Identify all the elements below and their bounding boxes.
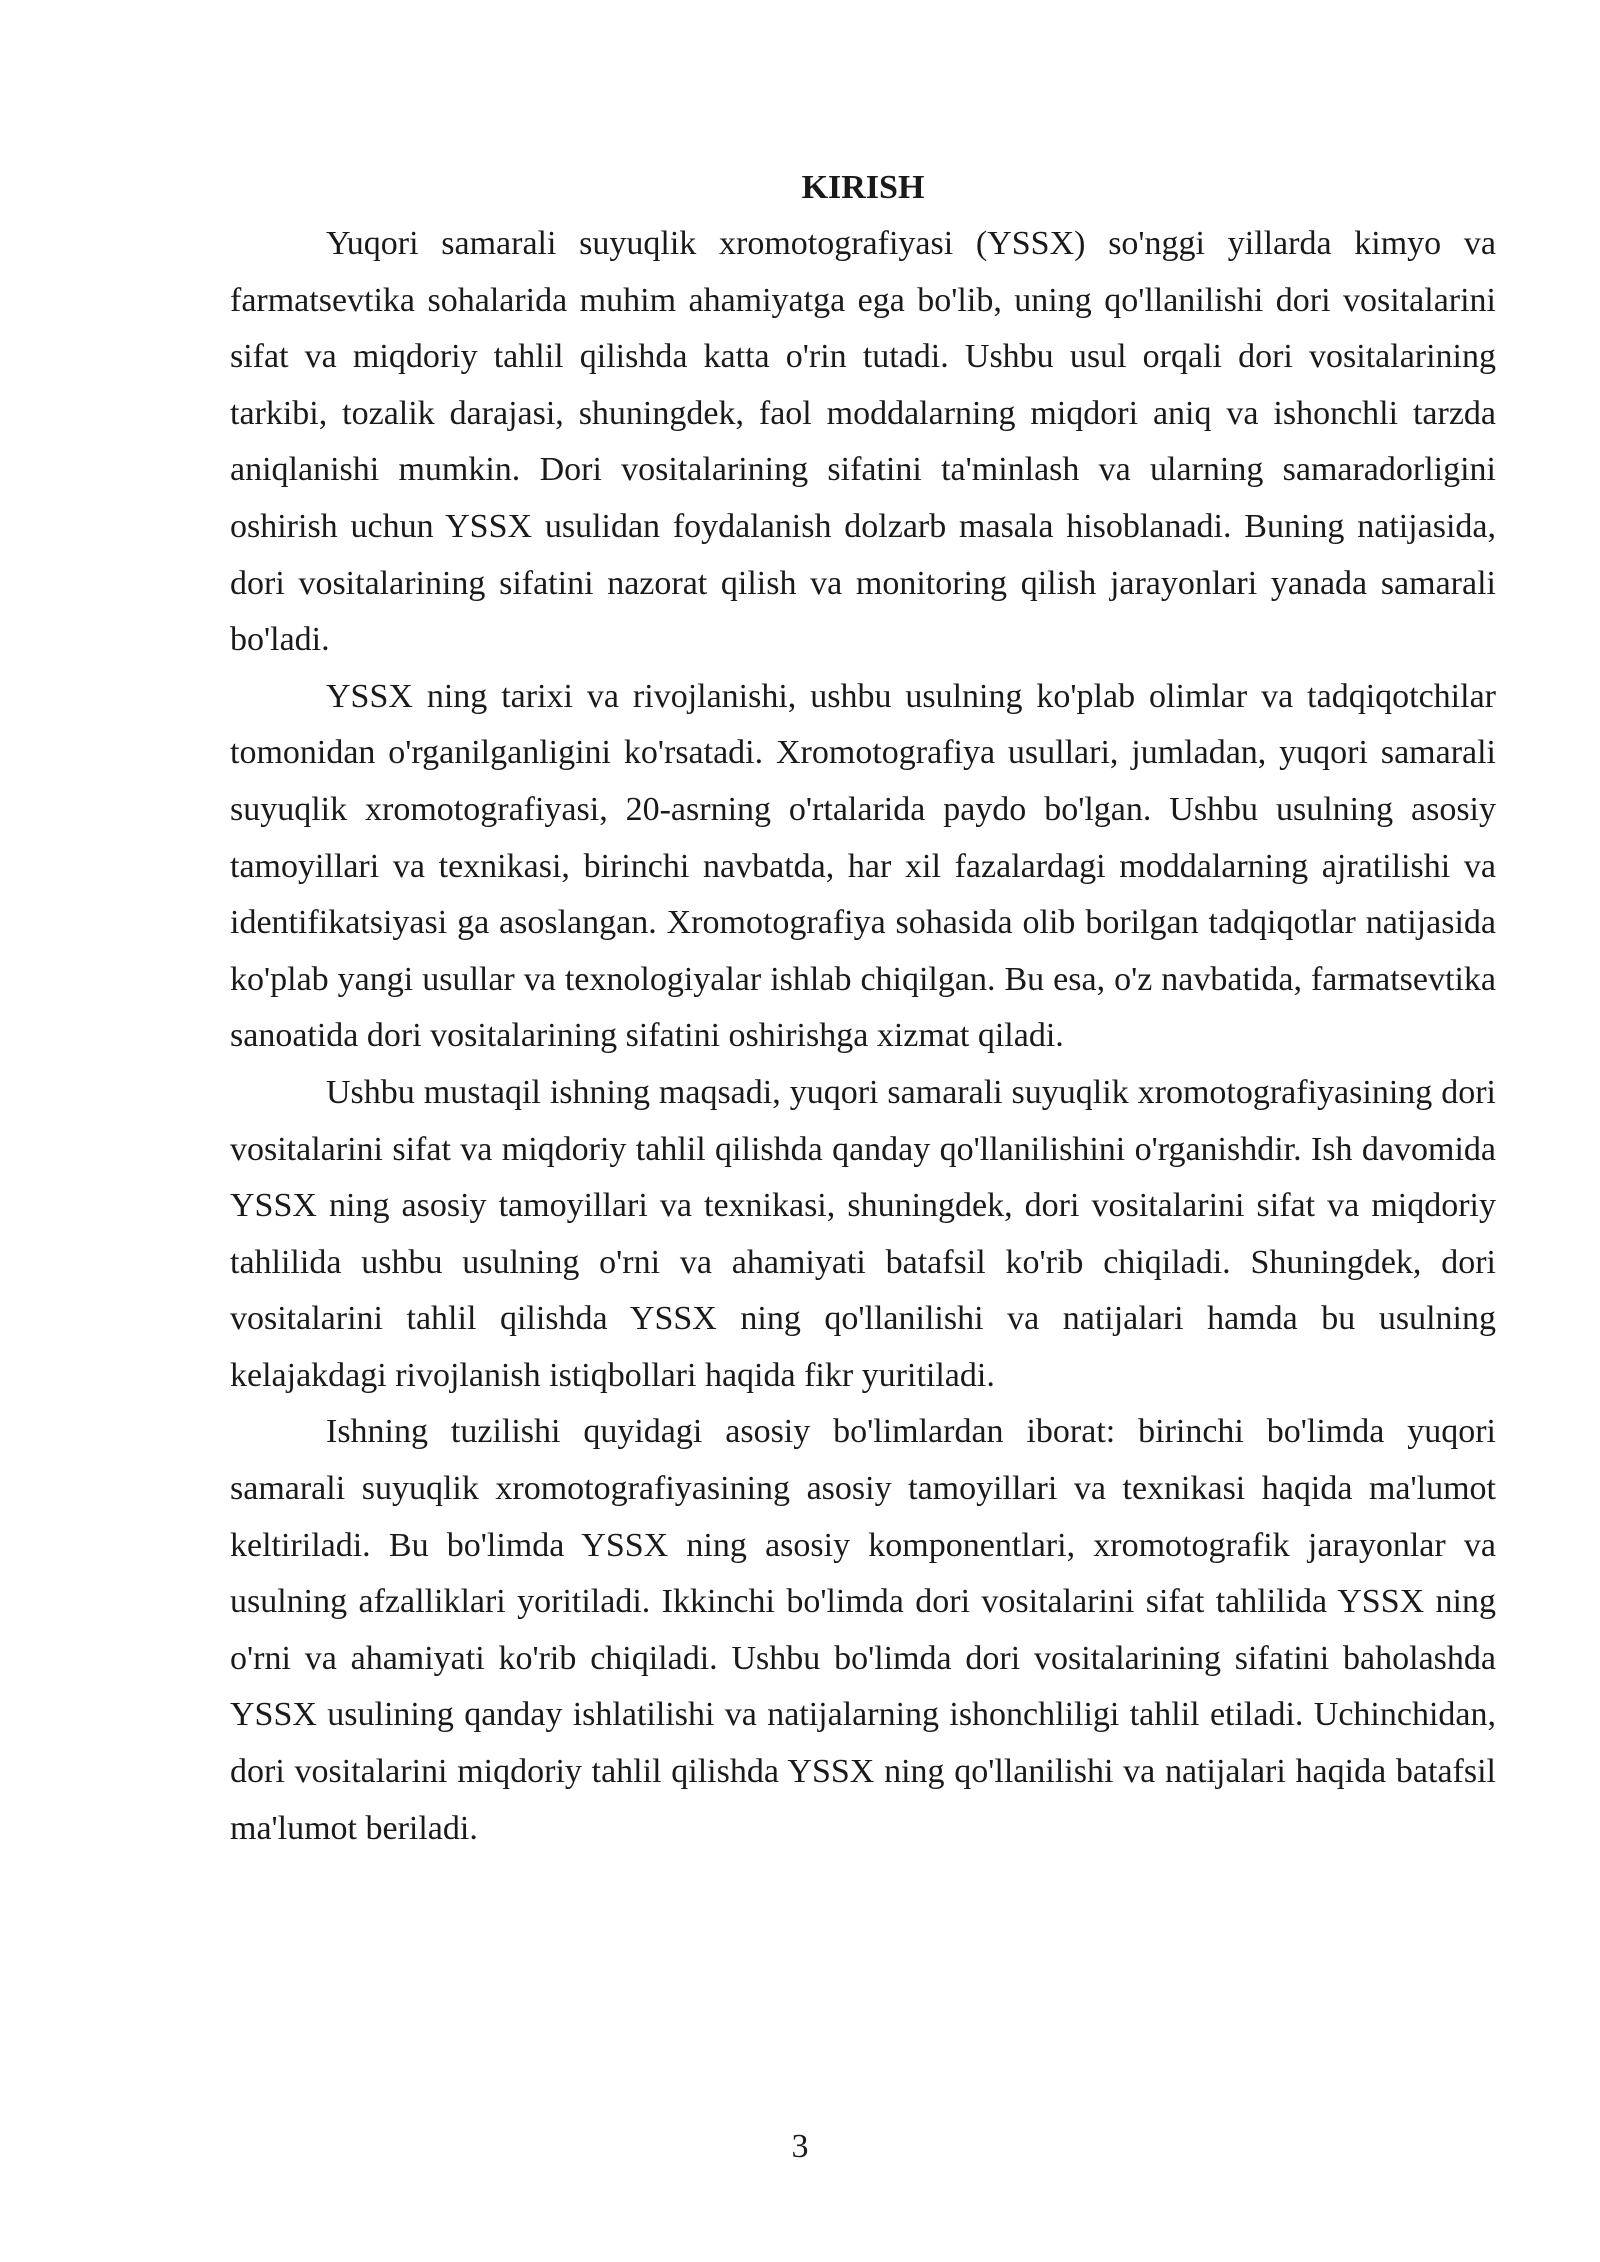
paragraph-1: Yuqori samarali suyuqlik xromotografiyasi (YSSX) so'nggi yillarda kimyo va farmatsevtika sohalarida muhim ahamiyatga ega bo'lib, uning qo'llanilishi dori vositalarini sifat va miqdoriy tahlil qilishda katta o'rin tutadi. Ushbu usul orqali dori vositalarining tarkibi, tozalik darajasi, shuningdek, faol moddalarning miqdori aniq va ishonchli tarzda aniqlanishi mumkin. Dori vositalarining sifatini ta'minlash va ularning samaradorligini oshirish uchun YSSX usulidan foydalanish dolzarb masala hisoblanadi. Buning natijasida, dori vositalarining sifatini nazorat qilish va monitoring qilish jarayonlari yanada samarali bo'ladi. [230, 225, 1496, 659]
paragraph-4: Ishning tuzilishi quyidagi asosiy bo'limlardan iborat: birinchi bo'limda yuqori samarali suyuqlik xromotografiyasining asosiy tamoyillari va texnikasi haqida ma'lumot keltiriladi. Bu bo'limda YSSX ning asosiy komponentlari, xromotografik jarayonlar va usulning afzalliklari yoritiladi. Ikkinchi bo'limda dori vositalarini sifat tahlilida YSSX ning o'rni va ahamiyati ko'rib chiqiladi. Ushbu bo'limda dori vositalarining sifatini baholashda YSSX usulining qanday ishlatilishi va natijalarning ishonchliligi tahlil etiladi. Uchinchidan, dori vositalarini miqdoriy tahlil qilishda YSSX ning qo'llanilishi va natijalari haqida batafsil ma'lumot beriladi. [230, 1413, 1496, 1847]
page-content [230, 160, 1496, 1857]
paragraph-2: YSSX ning tarixi va rivojlanishi, ushbu usulning ko'plab olimlar va tadqiqotchilar tomonidan o'rganilganligini ko'rsatadi. Xromotografiya usullari, jumladan, yuqori samarali suyuqlik xromotografiyasi, 20-asrning o'rtalarida paydo bo'lgan. Ushbu usulning asosiy tamoyillari va texnikasi, birinchi navbatda, har xil fazalardagi moddalarning ajratilishi va identifikatsiyasi ga asoslangan. Xromotografiya sohasida olib borilgan tadqiqotlar natijasida ko'plab yangi usullar va texnologiyalar ishlab chiqilgan. Bu esa, o'z navbatida, farmatsevtika sanoatida dori vositalarining sifatini oshirishga xizmat qiladi. [230, 677, 1496, 1055]
page-number: 3 [791, 2128, 809, 2165]
paragraph-3: Ushbu mustaqil ishning maqsadi, yuqori samarali suyuqlik xromotografiyasining dori vositalarini sifat va miqdoriy tahlil qilishda qanday qo'llanilishini o'rganishdir. Ish davomida YSSX ning asosiy tamoyillari va texnikasi, shuningdek, dori vositalarini sifat va miqdoriy tahlilida ushbu usulning o'rni va ahamiyati batafsil ko'rib chiqiladi. Shuningdek, dori vositalarini tahlil qilishda YSSX ning qo'llanilishi va natijalari hamda bu usulning kelajakdagi rivojlanish istiqbollari haqida fikr yuritiladi. [230, 1073, 1496, 1394]
section-title: KIRISH [801, 169, 925, 206]
